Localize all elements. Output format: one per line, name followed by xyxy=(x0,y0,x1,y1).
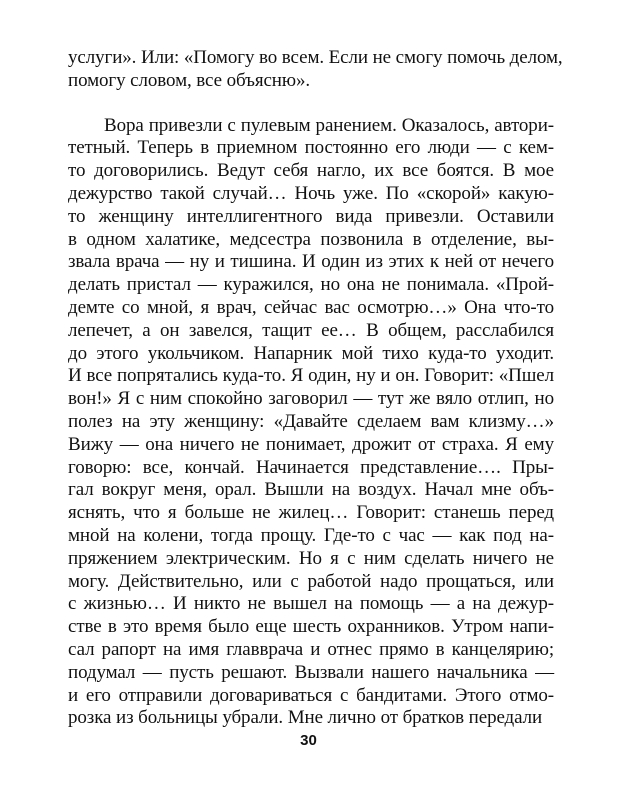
text-line: помогу словом, все объясню». xyxy=(68,69,311,91)
text-line: могу. Действительно, или с работой надо прощаться, или xyxy=(68,570,554,592)
text-line: в одном халатике, медсестра позвонила в отделение, вы- xyxy=(68,228,554,250)
paragraph-1 xyxy=(68,47,563,93)
text-line: до этого укольчиком. Напарник мой тихо куда-то уходит. xyxy=(68,342,554,364)
page-number: 30 xyxy=(300,732,317,749)
text-line: лепечет, а он завелся, тащит ее… В общем, расслабился xyxy=(68,319,554,341)
text-line: сал рапорт на имя главврача и отнес прямо в канцелярию; xyxy=(68,638,554,660)
text-line: Вора привезли с пулевым ранением. Оказалось, автори- xyxy=(104,114,554,136)
text-line: полез на эту женщину: «Давайте сделаем вам клизму…» xyxy=(68,410,554,432)
text-line: гал вокруг меня, орал. Вышли на воздух. Начал мне объ- xyxy=(68,479,554,501)
text-line: и его отправили договариваться с бандитами. Этого отмо- xyxy=(68,684,554,706)
text-line: тетный. Теперь в приемном постоянно его люди — с кем- xyxy=(68,137,554,159)
text-line: пряжением электрическим. Но я с ним сделать ничего не xyxy=(68,547,554,569)
text-line: дежурство такой случай… Ночь уже. По «скорой» какую- xyxy=(68,182,554,204)
paragraph-2 xyxy=(68,115,554,731)
text-line: И все попрятались куда-то. Я один, ну и он. Говорит: «Пшел xyxy=(68,365,554,387)
text-line: яснять, что я больше не жилец… Говорит: станешь перед xyxy=(68,502,554,524)
text-line: мной на колени, тогда прощу. Где-то с час — как под на- xyxy=(68,524,554,546)
text-line: то женщину интеллигентного вида привезли. Оставили xyxy=(68,205,554,227)
text-line: вон!» Я с ним спокойно заговорил — тут же вяло отлип, но xyxy=(68,388,554,410)
text-line: стве в это время было еще шесть охранников. Утром напи- xyxy=(68,616,554,638)
text-line: звала врача — ну и тишина. И один из этих к ней от нечего xyxy=(68,251,554,273)
text-line: услуги». Или: «Помогу во всем. Если не смогу помочь делом, xyxy=(68,47,563,68)
text-line: подумал — пусть решают. Вызвали нашего начальника — xyxy=(68,661,554,683)
text-line: Вижу — она ничего не понимает, дрожит от страха. Я ему xyxy=(68,433,554,455)
paragraph-gap xyxy=(68,93,554,115)
text-line: делать пристал — куражился, но она не понимала. «Прой- xyxy=(68,274,554,296)
text-line: демте со мной, я врач, сейчас вас осмотрю…» Она что-то xyxy=(68,296,554,318)
text-line: с жизнью… И никто не вышел на помощь — а на дежур- xyxy=(68,593,554,615)
text-line: розка из больницы убрали. Мне лично от братков передали xyxy=(68,707,543,729)
text-line: говорю: все, кончай. Начинается представление…. Пры- xyxy=(68,456,554,478)
text-line: то договорились. Ведут себя нагло, их все боятся. В мое xyxy=(68,160,554,182)
page-body xyxy=(68,47,563,730)
